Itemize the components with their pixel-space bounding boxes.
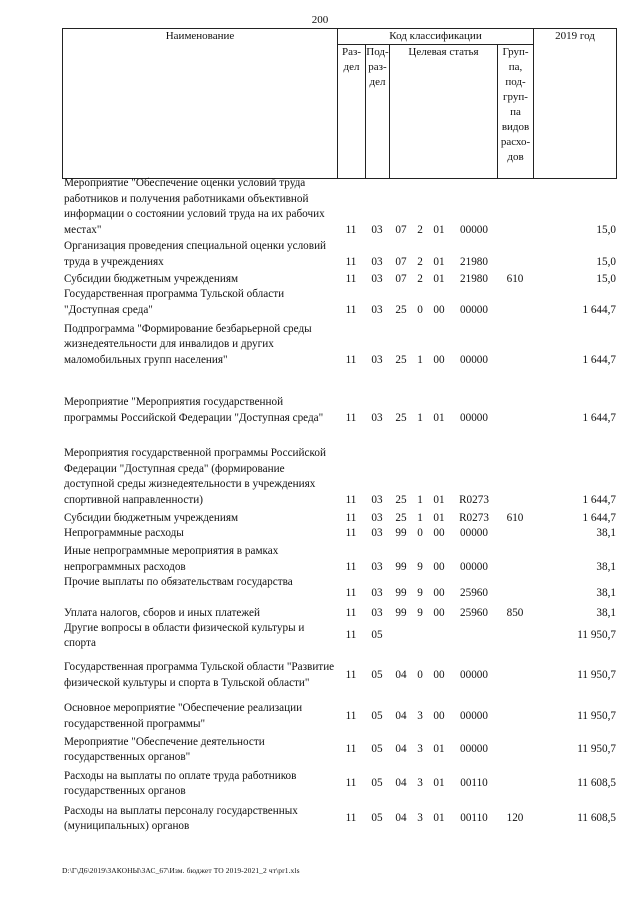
- row-name: Субсидии бюджетным учреждениям: [64, 272, 239, 285]
- row-amount: 11 950,7: [577, 629, 616, 642]
- row-subprogram: 9: [417, 560, 423, 573]
- row-subprogram: 1: [417, 493, 423, 506]
- row-event: 00: [433, 560, 445, 573]
- row-razdel: 11: [345, 255, 357, 268]
- row-name: Иные непрограммные мероприятия в рамках непрограммных расходов: [64, 545, 279, 573]
- row-amount: 11 608,5: [577, 812, 616, 825]
- table-row: [62, 318, 616, 368]
- row-name: Уплата налогов, сборов и иных платежей: [64, 606, 260, 619]
- row-podrazdel: 05: [371, 743, 383, 756]
- row-direction: 21980: [460, 255, 488, 268]
- row-event: 01: [433, 255, 445, 268]
- table-row: [62, 621, 616, 651]
- row-name: Государственная программа Тульской области "Доступная среда": [64, 288, 285, 316]
- row-subprogram: 1: [417, 511, 423, 524]
- row-amount: 38,1: [596, 560, 616, 573]
- row-podrazdel: 03: [371, 493, 383, 506]
- row-program: 25: [395, 493, 407, 506]
- row-name: Мероприятие "Мероприятия государственной программы Российской Федерации "Доступная среда": [64, 396, 324, 424]
- row-expense-type: 120: [506, 812, 524, 825]
- row-event: 01: [433, 812, 445, 825]
- file-path-footer: D:\Г\Д6\2019\ЗАКОНЫ\ЗАС_67\Изм. бюджет ТО 2019-2021_2 чт\pr1.xls: [62, 866, 300, 875]
- row-direction: 00110: [460, 777, 488, 790]
- row-razdel: 11: [345, 303, 357, 316]
- row-program: 99: [395, 560, 407, 573]
- row-amount: 1 644,7: [582, 511, 616, 524]
- row-event: 01: [433, 272, 445, 285]
- header-year: 2019 год: [534, 29, 617, 179]
- row-amount: 15,0: [596, 223, 616, 236]
- row-podrazdel: 03: [371, 303, 383, 316]
- row-program: 99: [395, 586, 407, 599]
- table-body: [62, 177, 616, 837]
- row-subprogram: 3: [417, 812, 423, 825]
- row-subprogram: 9: [417, 586, 423, 599]
- row-razdel: 11: [345, 777, 357, 790]
- row-podrazdel: 03: [371, 606, 383, 619]
- row-event: 01: [433, 493, 445, 506]
- row-subprogram: 2: [417, 223, 423, 236]
- row-event: 00: [433, 709, 445, 722]
- row-program: 07: [395, 272, 407, 285]
- row-subprogram: 3: [417, 709, 423, 722]
- row-event: 00: [433, 303, 445, 316]
- row-name: Основное мероприятие "Обеспечение реализации государственной программы": [64, 702, 303, 730]
- row-razdel: 11: [345, 606, 357, 619]
- row-direction: 00000: [460, 709, 488, 722]
- row-event: 00: [433, 526, 445, 539]
- row-program: 04: [395, 743, 407, 756]
- row-subprogram: 0: [417, 303, 423, 316]
- table-header: [62, 28, 617, 179]
- row-podrazdel: 05: [371, 629, 383, 642]
- row-name: Государственная программа Тульской области "Развитие физической культуры и спорта в Тульской области": [64, 661, 335, 689]
- row-subprogram: 2: [417, 272, 423, 285]
- row-event: 00: [433, 586, 445, 599]
- row-podrazdel: 03: [371, 586, 383, 599]
- row-direction: 00000: [460, 353, 488, 366]
- table-row: [62, 575, 616, 601]
- row-direction: R0273: [459, 511, 489, 524]
- row-podrazdel: 03: [371, 511, 383, 524]
- row-razdel: 11: [345, 668, 357, 681]
- row-direction: 00000: [460, 743, 488, 756]
- row-program: 25: [395, 303, 407, 316]
- row-name: Непрограммные расходы: [64, 526, 184, 539]
- header-razdel: Раз- дел: [338, 45, 366, 179]
- header-target: Целевая статья: [390, 45, 498, 179]
- row-subprogram: 3: [417, 777, 423, 790]
- row-podrazdel: 05: [371, 812, 383, 825]
- row-direction: 25960: [460, 586, 488, 599]
- row-name: Подпрограмма "Формирование безбарьерной среды жизнедеятельности для инвалидов и других маломобильных групп населения": [64, 322, 312, 366]
- row-direction: 00000: [460, 526, 488, 539]
- row-subprogram: 0: [417, 526, 423, 539]
- row-name: Субсидии бюджетным учреждениям: [64, 511, 239, 524]
- row-program: 25: [395, 353, 407, 366]
- row-amount: 1 644,7: [582, 411, 616, 424]
- row-amount: 38,1: [596, 586, 616, 599]
- table-row: [62, 426, 616, 508]
- row-amount: 38,1: [596, 606, 616, 619]
- row-podrazdel: 05: [371, 709, 383, 722]
- row-podrazdel: 03: [371, 411, 383, 424]
- row-amount: 15,0: [596, 272, 616, 285]
- row-razdel: 11: [345, 812, 357, 825]
- row-amount: 38,1: [596, 526, 616, 539]
- table-row: [62, 368, 616, 426]
- row-razdel: 11: [345, 743, 357, 756]
- row-amount: 11 950,7: [577, 709, 616, 722]
- row-program: 04: [395, 777, 407, 790]
- row-event: 00: [433, 353, 445, 366]
- row-razdel: 11: [345, 411, 357, 424]
- row-razdel: 11: [345, 586, 357, 599]
- table-row: [62, 801, 616, 837]
- row-direction: 00000: [460, 223, 488, 236]
- row-event: 01: [433, 777, 445, 790]
- row-razdel: 11: [345, 353, 357, 366]
- row-program: 04: [395, 709, 407, 722]
- row-name: Мероприятие "Обеспечение деятельности государственных органов": [64, 735, 265, 763]
- row-direction: 00000: [460, 411, 488, 424]
- row-razdel: 11: [345, 511, 357, 524]
- row-name: Организация проведения специальной оценки условий труда в учреждениях: [64, 240, 327, 268]
- row-event: 00: [433, 606, 445, 619]
- row-direction: 00000: [460, 303, 488, 316]
- row-name: Расходы на выплаты персоналу государственных (муниципальных) органов: [64, 804, 298, 832]
- row-subprogram: 0: [417, 668, 423, 681]
- row-podrazdel: 03: [371, 223, 383, 236]
- row-program: 04: [395, 812, 407, 825]
- table-row: [62, 177, 616, 238]
- row-event: 00: [433, 668, 445, 681]
- header-podrazdel: Под- раз- дел: [366, 45, 390, 179]
- row-name: Прочие выплаты по обязательствам государства: [64, 576, 293, 588]
- row-program: 25: [395, 511, 407, 524]
- row-razdel: 11: [345, 709, 357, 722]
- row-program: 99: [395, 606, 407, 619]
- row-amount: 11 608,5: [577, 777, 616, 790]
- row-name: Мероприятия государственной программы Российской Федерации "Доступная среда" (формирование доступной среды жизнедеятельности в учреждениях спортивной направленности): [64, 447, 326, 506]
- row-direction: R0273: [459, 493, 489, 506]
- row-podrazdel: 03: [371, 353, 383, 366]
- row-program: 04: [395, 668, 407, 681]
- row-direction: 00110: [460, 812, 488, 825]
- page-number: 200: [311, 14, 329, 26]
- row-podrazdel: 05: [371, 777, 383, 790]
- row-amount: 1 644,7: [582, 493, 616, 506]
- row-amount: 1 644,7: [582, 353, 616, 366]
- row-direction: 21980: [460, 272, 488, 285]
- row-expense-type: 610: [506, 272, 524, 285]
- row-podrazdel: 05: [371, 668, 383, 681]
- row-program: 99: [395, 526, 407, 539]
- row-name: Мероприятие "Обеспечение оценки условий труда работников и получения работниками объективной информации о состоянии условий труда на их рабочих местах": [64, 177, 325, 236]
- row-razdel: 11: [345, 223, 357, 236]
- table-row: [62, 601, 616, 621]
- row-amount: 1 644,7: [582, 303, 616, 316]
- row-direction: 00000: [460, 560, 488, 573]
- row-podrazdel: 03: [371, 272, 383, 285]
- row-direction: 25960: [460, 606, 488, 619]
- table-row: [62, 541, 616, 575]
- row-event: 01: [433, 223, 445, 236]
- table-row: [62, 733, 616, 767]
- row-name: Расходы на выплаты по оплате труда работников государственных органов: [64, 769, 297, 797]
- table-row: [62, 238, 616, 270]
- row-podrazdel: 03: [371, 560, 383, 573]
- row-expense-type: 610: [506, 511, 524, 524]
- row-razdel: 11: [345, 629, 357, 642]
- row-podrazdel: 03: [371, 255, 383, 268]
- row-subprogram: 3: [417, 743, 423, 756]
- row-amount: 15,0: [596, 255, 616, 268]
- table-row: [62, 651, 616, 700]
- row-name: Другие вопросы в области физической культуры и спорта: [64, 621, 305, 649]
- row-event: 01: [433, 511, 445, 524]
- table-row: [62, 767, 616, 801]
- row-program: 07: [395, 223, 407, 236]
- row-program: 25: [395, 411, 407, 424]
- row-amount: 11 950,7: [577, 743, 616, 756]
- header-name: Наименование: [63, 29, 338, 179]
- row-razdel: 11: [345, 526, 357, 539]
- table-row: [62, 508, 616, 526]
- row-amount: 11 950,7: [577, 668, 616, 681]
- table-row: [62, 700, 616, 733]
- header-group: Груп- па, под- груп- па видов расхо- дов: [498, 45, 534, 179]
- row-event: 01: [433, 743, 445, 756]
- row-razdel: 11: [345, 272, 357, 285]
- table-row: [62, 526, 616, 541]
- row-subprogram: 1: [417, 411, 423, 424]
- row-subprogram: 2: [417, 255, 423, 268]
- row-expense-type: 850: [506, 606, 524, 619]
- table-row: [62, 270, 616, 287]
- row-subprogram: 9: [417, 606, 423, 619]
- row-program: 07: [395, 255, 407, 268]
- row-razdel: 11: [345, 560, 357, 573]
- table-row: [62, 287, 616, 318]
- row-razdel: 11: [345, 493, 357, 506]
- header-code: Код классификации: [338, 29, 534, 45]
- row-event: 01: [433, 411, 445, 424]
- row-subprogram: 1: [417, 353, 423, 366]
- row-direction: 00000: [460, 668, 488, 681]
- row-podrazdel: 03: [371, 526, 383, 539]
